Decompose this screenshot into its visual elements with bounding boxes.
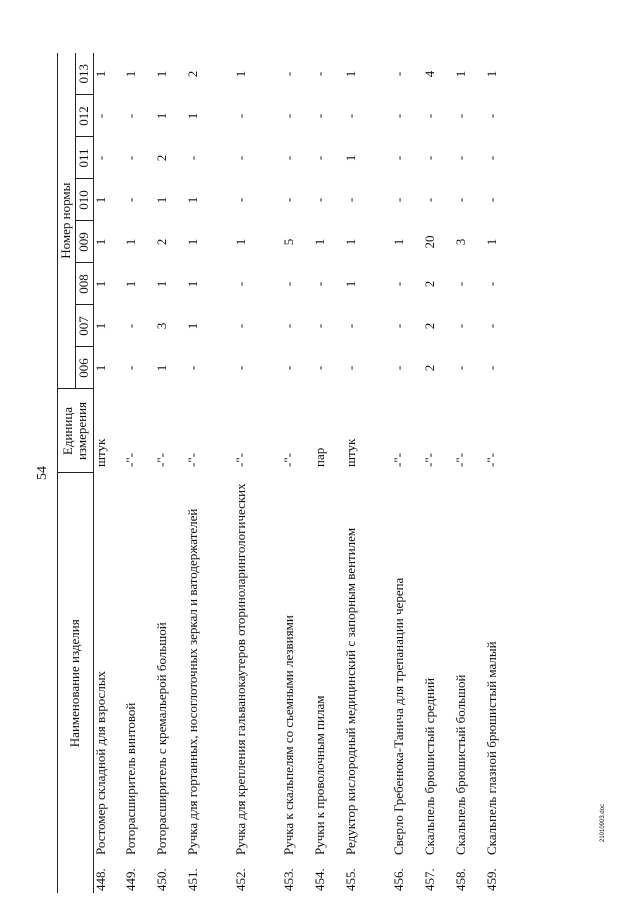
- header-unit-line1: Единица: [59, 406, 75, 456]
- item-unit: штук: [343, 438, 359, 467]
- norm-value-006: -: [123, 365, 139, 371]
- header-norm-group: Номер нормы: [58, 53, 76, 389]
- norm-value-012: -: [453, 113, 469, 119]
- norm-value-009: 1: [92, 238, 108, 246]
- item-number: 459.: [484, 868, 500, 891]
- norm-value-008: -: [281, 281, 297, 287]
- norm-value-006: -: [453, 365, 469, 371]
- table-row: [485, 53, 516, 893]
- item-name-cell: [485, 473, 516, 893]
- item-unit: -"-: [484, 453, 500, 467]
- item-unit: -"-: [123, 453, 139, 467]
- norm-value-009: 1: [233, 238, 249, 246]
- header-norm-012: 012: [75, 95, 93, 137]
- norm-value-009: 2: [154, 238, 170, 246]
- norm-value-006: 1: [154, 364, 170, 372]
- table-row: [423, 53, 454, 893]
- item-number: 449.: [123, 868, 139, 891]
- header-norm-006: 006: [75, 347, 93, 389]
- norm-value-012: -: [123, 113, 139, 119]
- norm-value-008: -: [391, 281, 407, 287]
- norm-value-008: 1: [154, 280, 170, 288]
- norm-value-008: -: [233, 281, 249, 287]
- norms-table: [57, 53, 516, 893]
- norm-value-007: -: [343, 323, 359, 329]
- item-number: 454.: [312, 868, 328, 891]
- item-name-cell: [93, 473, 124, 893]
- norm-value-008: 1: [185, 280, 201, 288]
- norm-value-007: -: [484, 323, 500, 329]
- item-unit: -"-: [453, 453, 469, 467]
- item-unit: -"-: [233, 453, 249, 467]
- norm-value-008: 1: [343, 280, 359, 288]
- norm-value-007: -: [453, 323, 469, 329]
- norm-value-011: -: [123, 155, 139, 161]
- norm-value-013: 1: [233, 70, 249, 78]
- norm-value-013: -: [391, 71, 407, 77]
- table-body: [93, 53, 516, 893]
- norm-value-010: -: [312, 197, 328, 203]
- norm-value-009: 1: [185, 238, 201, 246]
- norm-value-009: 1: [312, 238, 328, 246]
- norm-value-012: -: [233, 113, 249, 119]
- norm-value-010: -: [422, 197, 438, 203]
- item-name-cell: [282, 473, 313, 893]
- item-name: Сверло Гребенюка-Танича для трепанации черепа: [391, 577, 407, 855]
- item-unit: пар: [312, 447, 328, 467]
- norm-value-010: -: [391, 197, 407, 203]
- header-norm-010: 010: [75, 179, 93, 221]
- norm-value-007: 3: [154, 322, 170, 330]
- norm-value-009: 1: [343, 238, 359, 246]
- norm-value-009: 1: [391, 238, 407, 246]
- norm-value-011: -: [453, 155, 469, 161]
- table-row: [392, 53, 423, 893]
- rotated-content: [35, 53, 605, 893]
- norm-value-010: 1: [92, 196, 108, 204]
- item-number: 455.: [343, 868, 359, 891]
- header-norm-007: 007: [75, 305, 93, 347]
- norm-value-008: -: [453, 281, 469, 287]
- norm-value-011: -: [312, 155, 328, 161]
- norm-value-012: -: [343, 113, 359, 119]
- item-name: Ручка к скальпелям со съемными лезвиями: [281, 615, 297, 855]
- item-name: Скальпель брюшистый средний: [422, 677, 438, 855]
- norm-value-006: -: [484, 365, 500, 371]
- table-row: [93, 53, 124, 893]
- norm-value-011: -: [92, 155, 108, 161]
- table-row: [155, 53, 186, 893]
- norm-value-011: 1: [343, 154, 359, 162]
- norm-value-012: -: [92, 113, 108, 119]
- item-number: 451.: [185, 868, 201, 891]
- norm-value-006: -: [281, 365, 297, 371]
- header-norm-013: 013: [75, 53, 93, 95]
- norm-value-008: 2: [422, 280, 438, 288]
- norm-value-011: -: [233, 155, 249, 161]
- norm-value-007: -: [123, 323, 139, 329]
- item-unit: -"-: [391, 453, 407, 467]
- table-row: [124, 53, 155, 893]
- norm-value-013: 1: [453, 70, 469, 78]
- item-name: Ручки к проволочным пилам: [312, 695, 328, 855]
- norm-value-012: -: [422, 113, 438, 119]
- norm-value-013: 1: [484, 70, 500, 78]
- norm-value-007: 1: [92, 322, 108, 330]
- item-name-cell: [155, 473, 186, 893]
- item-name: Скальпель брюшистый большой: [453, 674, 469, 855]
- norm-value-009: 3: [453, 238, 469, 246]
- norm-value-011: -: [391, 155, 407, 161]
- table-row: [282, 53, 313, 893]
- norm-value-006: -: [343, 365, 359, 371]
- item-name-cell: [186, 473, 234, 893]
- item-number: 458.: [453, 868, 469, 891]
- item-name-cell: [392, 473, 423, 893]
- norm-value-012: -: [281, 113, 297, 119]
- header-norm-009: 009: [75, 221, 93, 263]
- norm-value-010: -: [123, 197, 139, 203]
- norm-value-013: 1: [92, 70, 108, 78]
- norm-value-007: 2: [422, 322, 438, 330]
- table-row: [344, 53, 392, 893]
- norm-value-010: -: [484, 197, 500, 203]
- item-name: Скальпель глазной брюшистый малый: [484, 641, 500, 855]
- table-row: [313, 53, 344, 893]
- norm-value-009: 1: [484, 238, 500, 246]
- norm-value-008: 1: [123, 280, 139, 288]
- norm-value-011: -: [422, 155, 438, 161]
- norm-value-011: -: [281, 155, 297, 161]
- item-number: 456.: [391, 868, 407, 891]
- norm-value-006: -: [185, 365, 201, 371]
- item-name-cell: [454, 473, 485, 893]
- norm-value-007: -: [391, 323, 407, 329]
- norm-value-010: -: [233, 197, 249, 203]
- item-unit: штук: [92, 438, 108, 467]
- norm-value-008: -: [484, 281, 500, 287]
- norm-value-007: -: [281, 323, 297, 329]
- item-number: 453.: [281, 868, 297, 891]
- norm-value-007: 1: [185, 322, 201, 330]
- norm-value-010: -: [343, 197, 359, 203]
- item-number: 448.: [92, 868, 108, 891]
- norm-value-008: -: [312, 281, 328, 287]
- norm-value-013: 4: [422, 70, 438, 78]
- norm-value-010: 1: [185, 196, 201, 204]
- norm-value-007: -: [312, 323, 328, 329]
- norm-value-006: -: [312, 365, 328, 371]
- norm-value-013: 1: [154, 70, 170, 78]
- norm-value-009: 20: [422, 235, 438, 249]
- norm-value-012: -: [391, 113, 407, 119]
- norm-value-010: -: [453, 197, 469, 203]
- header-name: Наименование изделия: [58, 473, 94, 893]
- norm-value-006: 1: [92, 364, 108, 372]
- table-row: [234, 53, 282, 893]
- norm-value-008: 1: [92, 280, 108, 288]
- item-name-cell: [234, 473, 282, 893]
- item-name: Редуктор кислородный медицинский с запорным вентилем: [343, 527, 359, 855]
- norm-value-011: -: [484, 155, 500, 161]
- item-unit: -"-: [154, 453, 170, 467]
- norm-value-011: -: [185, 155, 201, 161]
- item-name: Ручка для крепления гальванокаутеров оториноларингологических: [233, 483, 249, 855]
- norm-value-010: -: [281, 197, 297, 203]
- item-name: Роторасширитель с кремальерой большой: [154, 622, 170, 855]
- header-unit: [58, 389, 94, 473]
- item-name-cell: [344, 473, 392, 893]
- norm-value-013: -: [281, 71, 297, 77]
- item-number: 450.: [154, 868, 170, 891]
- item-unit: -"-: [422, 453, 438, 467]
- norm-value-011: 2: [154, 154, 170, 162]
- norm-value-006: -: [233, 365, 249, 371]
- norm-value-012: 1: [185, 112, 201, 120]
- table-row: [186, 53, 234, 893]
- footer-filename: 21010903.doc: [600, 803, 606, 842]
- item-name-cell: [423, 473, 454, 893]
- item-number: 457.: [422, 868, 438, 891]
- item-name-cell: [124, 473, 155, 893]
- item-name: Ручка для гортанных, носоглоточных зеркал и ватодержателей: [185, 508, 201, 855]
- norm-value-013: -: [312, 71, 328, 77]
- item-unit: -"-: [185, 453, 201, 467]
- norm-value-012: 1: [154, 112, 170, 120]
- header-unit-line2: измерения: [74, 401, 90, 461]
- page-number: 54: [35, 466, 50, 480]
- norm-value-013: 1: [343, 70, 359, 78]
- table-row: [454, 53, 485, 893]
- norm-value-013: 2: [185, 70, 201, 78]
- norm-value-006: 2: [422, 364, 438, 372]
- norm-value-009: 1: [123, 238, 139, 246]
- item-name-cell: [313, 473, 344, 893]
- norm-value-012: -: [484, 113, 500, 119]
- norm-value-009: 5: [281, 238, 297, 246]
- norm-value-007: -: [233, 323, 249, 329]
- norm-value-012: -: [312, 113, 328, 119]
- header-norm-008: 008: [75, 263, 93, 305]
- item-unit: -"-: [281, 453, 297, 467]
- item-name: Ростомер складной для взрослых: [92, 670, 108, 855]
- header-norm-011: 011: [75, 137, 93, 179]
- norm-value-013: 1: [123, 70, 139, 78]
- item-name: Роторасширитель винтовой: [123, 702, 139, 855]
- norm-value-010: 1: [154, 196, 170, 204]
- item-number: 452.: [233, 868, 249, 891]
- norm-value-006: -: [391, 365, 407, 371]
